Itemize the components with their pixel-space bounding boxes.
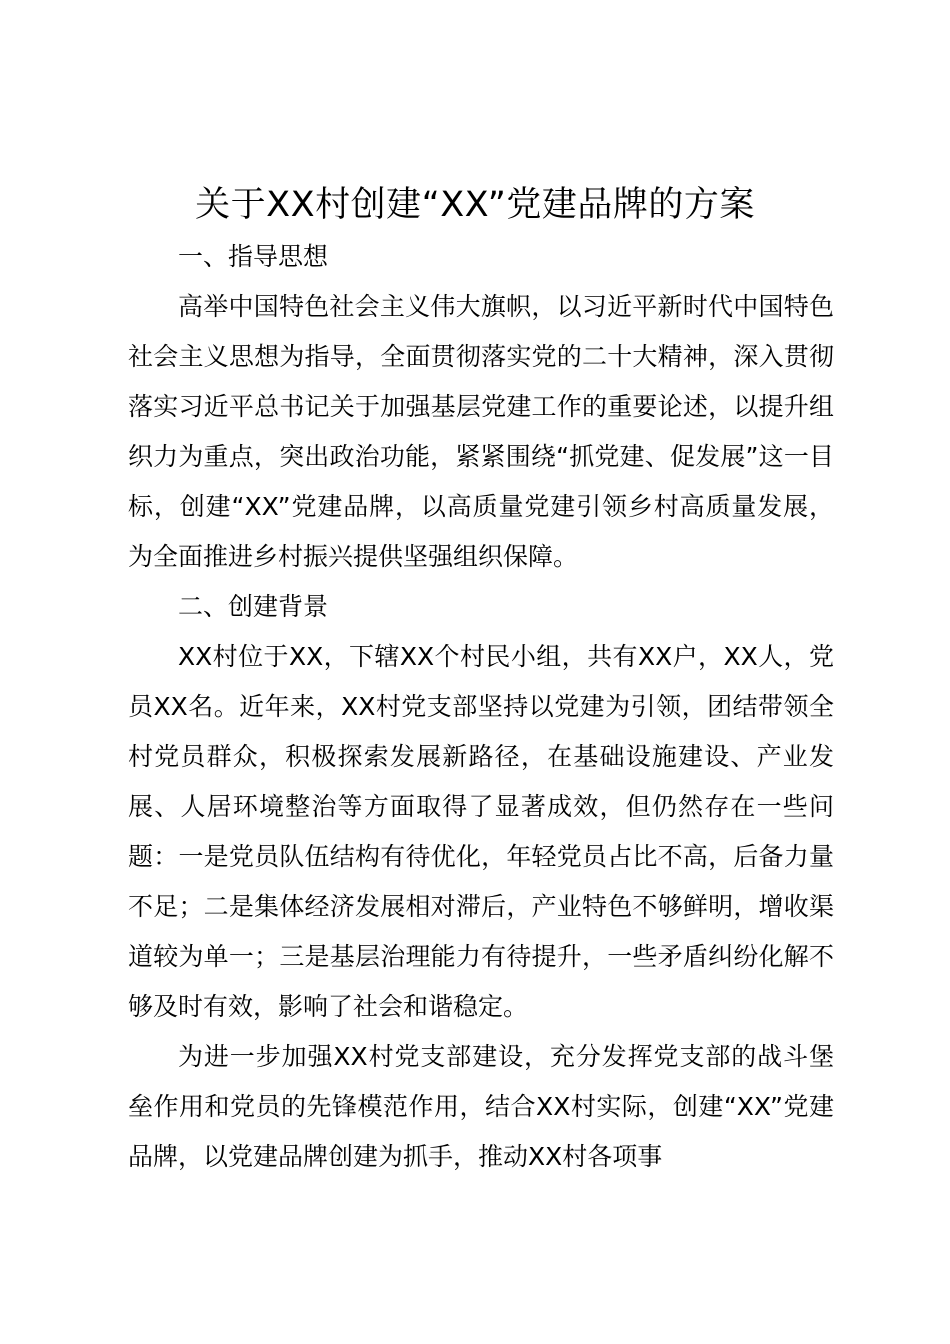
paragraph: 高举中国特色社会主义伟大旗帜，以习近平新时代中国特色社会主义思想为指导，全面贯彻落实党的二十大精神，深入贯彻落实习近平总书记关于加强基层党建工作的重要论述，以提升组织力为重点，突出政治功能，紧紧围绕“抓党建、促发展”这一目标，创建“XX”党建品牌，以高质量党建引领乡村高质量发展，为全面推进乡村振兴提供坚强组织保障。 bbox=[128, 292, 834, 571]
section-guiding-ideology bbox=[128, 232, 834, 582]
section-background bbox=[128, 582, 834, 1182]
document-title: 关于XX村创建“XX”党建品牌的方案 bbox=[195, 185, 755, 225]
section-heading: 一、指导思想 bbox=[178, 242, 329, 271]
paragraph: 为进一步加强XX村党支部建设，充分发挥党支部的战斗堡垒作用和党员的先锋模范作用，结合XX村实际，创建“XX”党建品牌，以党建品牌创建为抓手，推动XX村各项事 bbox=[128, 1042, 834, 1171]
document-body bbox=[128, 232, 834, 1182]
paragraph: XX村位于XX，下辖XX个村民小组，共有XX户，XX人，党员XX名。近年来，XX村党支部坚持以党建为引领，团结带领全村党员群众，积极探索发展新路径，在基础设施建设、产业发展、人居环境整治等方面取得了显著成效，但仍然存在一些问题：一是党员队伍结构有待优化，年轻党员占比不高，后备力量不足；二是集体经济发展相对滞后，产业特色不够鲜明，增收渠道较为单一；三是基层治理能力有待提升，一些矛盾纠纷化解不够及时有效，影响了社会和谐稳定。 bbox=[128, 642, 834, 1021]
section-heading: 二、创建背景 bbox=[178, 592, 329, 621]
